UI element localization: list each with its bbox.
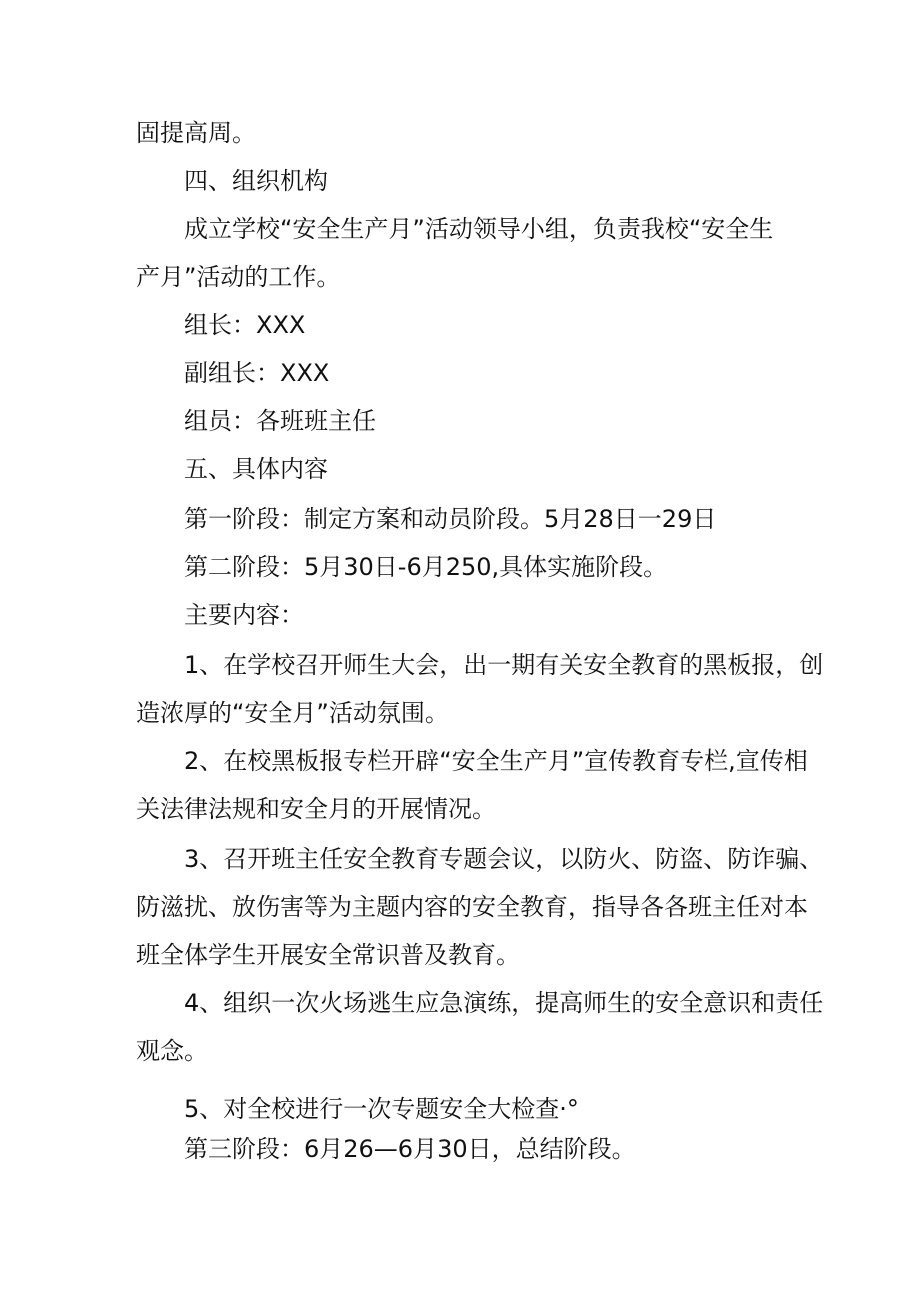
text-line: 班全体学生开展安全常识普及教育。 bbox=[136, 941, 520, 969]
text-line: 组员：各班班主任 bbox=[184, 407, 376, 435]
text-line: 副组长：XXX bbox=[184, 359, 330, 387]
text-line: 主要内容： bbox=[184, 601, 304, 629]
text-line: 造浓厚的“安全月”活动氛围。 bbox=[136, 699, 449, 727]
text-line: 成立学校“安全生产月”活动领导小组，负责我校“安全生 bbox=[184, 215, 774, 243]
text-line: 观念。 bbox=[136, 1037, 208, 1065]
text-line: 第一阶段：制定方案和动员阶段。5月28日一29日 bbox=[184, 505, 717, 533]
text-line: 第二阶段：5月30日-6月250,具体实施阶段。 bbox=[184, 553, 668, 581]
text-line: 固提高周。 bbox=[136, 119, 256, 147]
text-line: 4、组织一次火场逃生应急演练，提高师生的安全意识和责任 bbox=[184, 989, 824, 1017]
text-line: 1、在学校召开师生大会，出一期有关安全教育的黑板报，创 bbox=[184, 651, 824, 679]
text-line: 组长：XXX bbox=[184, 311, 306, 339]
text-line: 产月”活动的工作。 bbox=[136, 263, 341, 291]
text-line: 3、召开班主任安全教育专题会议，以防火、防盗、防诈骗、 bbox=[184, 845, 824, 873]
text-line: 关法律法规和安全月的开展情况。 bbox=[136, 795, 496, 823]
section-heading: 四、组织机构 bbox=[184, 167, 328, 195]
text-line: 5、对全校进行一次专题安全大检查·° bbox=[184, 1095, 579, 1123]
section-heading: 五、具体内容 bbox=[184, 455, 328, 483]
text-line: 防滋扰、放伤害等为主题内容的安全教育，指导各各班主任对本 bbox=[136, 893, 808, 921]
text-line: 2、在校黑板报专栏开辟“安全生产月”宣传教育专栏,宣传相 bbox=[184, 747, 808, 775]
text-line: 第三阶段：6月26—6月30日，总结阶段。 bbox=[184, 1135, 636, 1163]
